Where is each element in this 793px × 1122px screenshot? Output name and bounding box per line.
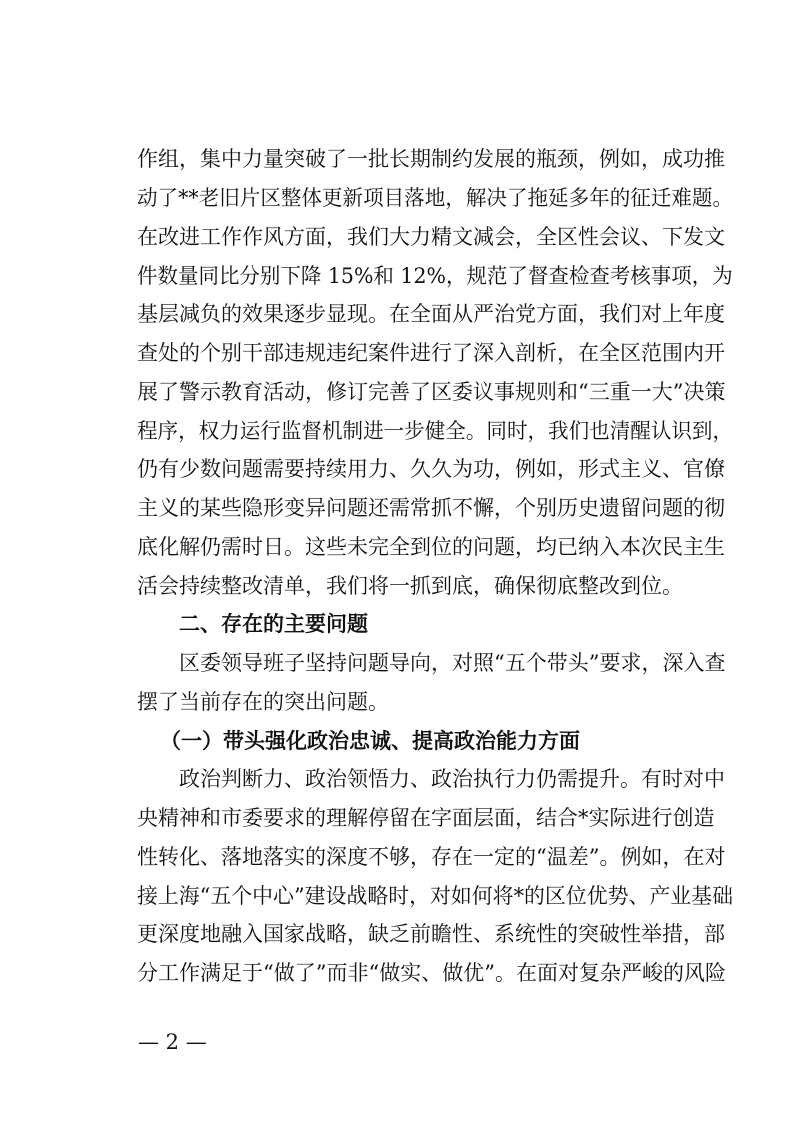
- body-text-line: 央精神和市委要求的理解停留在字面层面，结合*实际进行创造: [137, 806, 715, 830]
- body-text-line: 区委领导班子坚持问题导向，对照“五个带头”要求，深入查: [179, 651, 726, 675]
- body-text-line: 性转化、落地落实的深度不够，存在一定的“温差”。例如，在对: [137, 845, 726, 869]
- body-text-line: 分工作满足于“做了”而非“做实、做优”。在面对复杂严峻的风险: [137, 961, 726, 985]
- body-text-line: 仍有少数问题需要持续用力、久久为功，例如，形式主义、官僚: [137, 457, 725, 481]
- body-text-line: 主义的某些隐形变异问题还需常抓不懈，个别历史遗留问题的彻: [137, 496, 725, 520]
- body-text-line: 程序，权力运行监督机制进一步健全。同时，我们也清醒认识到，: [137, 419, 734, 443]
- section-heading: 二、存在的主要问题: [179, 612, 368, 636]
- body-text-line: 件数量同比分别下降 15%和 12%，规范了督查检查考核事项，为: [137, 264, 733, 288]
- subsection-heading: （一）带头强化政治忠诚、提高政治能力方面: [160, 728, 580, 753]
- body-text-line: 展了警示教育活动，修订完善了区委议事规则和“三重一大”决策: [137, 380, 726, 404]
- body-text-line: 摆了当前存在的突出问题。: [137, 690, 389, 714]
- page-number: — 2 —: [138, 1030, 207, 1054]
- body-text-line: 动了**老旧片区整体更新项目落地，解决了拖延多年的征迁难题。: [137, 186, 734, 210]
- body-text-line: 更深度地融入国家战略，缺乏前瞻性、系统性的突破性举措，部: [137, 922, 725, 946]
- body-text-line: 作组，集中力量突破了一批长期制约发展的瓶颈，例如，成功推: [137, 147, 725, 171]
- body-text-line: 在改进工作作风方面，我们大力精文减会，全区性会议、下发文: [137, 225, 725, 249]
- body-text-line: 政治判断力、政治领悟力、政治执行力仍需提升。有时对中: [179, 767, 725, 791]
- body-text-line: 接上海“五个中心”建设战略时，对如何将*的区位优势、产业基础: [137, 884, 733, 908]
- body-text-line: 底化解仍需时日。这些未完全到位的问题，均已纳入本次民主生: [137, 535, 725, 559]
- body-text-line: 活会持续整改清单，我们将一抓到底，确保彻底整改到位。: [137, 574, 683, 598]
- body-text-line: 基层减负的效果逐步显现。在全面从严治党方面，我们对上年度: [137, 302, 725, 326]
- body-text-line: 查处的个别干部违规违纪案件进行了深入剖析，在全区范围内开: [137, 341, 725, 365]
